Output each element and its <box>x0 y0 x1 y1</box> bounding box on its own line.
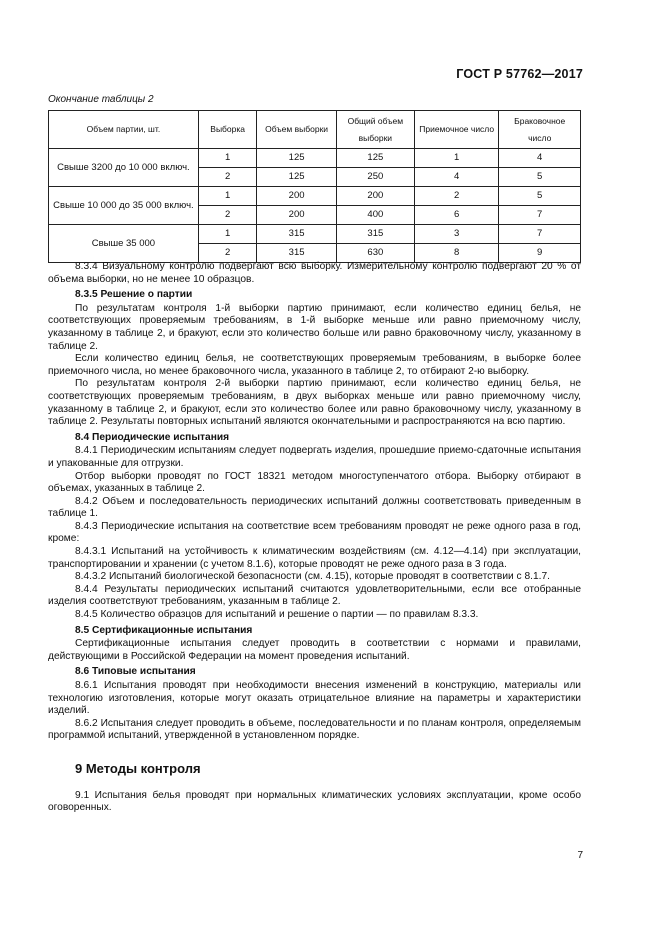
table-cell: 7 <box>499 206 581 225</box>
table-caption: Окончание таблицы 2 <box>48 94 154 105</box>
heading-8-5: 8.5 Сертификационные испытания <box>75 624 253 636</box>
table-row <box>49 225 581 244</box>
section-9-heading: 9 Методы контроля <box>75 760 201 776</box>
col-header-lot-size: Объем партии, шт. <box>49 111 199 149</box>
paragraph-8-4-3: 8.4.3 Периодические испытания на соответствие всем требованиям проводят не реже одного раза в год, кроме: <box>48 520 581 545</box>
table-cell: 125 <box>257 149 336 168</box>
table-cell: 4 <box>499 149 581 168</box>
paragraph-8-4-2: 8.4.2 Объем и последовательность периодических испытаний должны соответствовать приведенным в таблице 1. <box>48 495 581 520</box>
table-cell: 1 <box>198 225 257 244</box>
table-cell: 125 <box>336 149 414 168</box>
table-cell: 6 <box>414 206 498 225</box>
paragraph-8-4-3-1: 8.4.3.1 Испытаний на устойчивость к климатическим воздействиям (см. 4.12—4.14) при эксплуатации, транспортировании и хранении (с учетом 8.1.6), которые проводят не реже одного раза в 3 года. <box>48 546 581 570</box>
table-cell: 315 <box>336 225 414 244</box>
paragraph-8-4-5: 8.4.5 Количество образцов для испытаний и решение о партии — по правилам 8.3.3. <box>75 609 479 621</box>
table-cell: 400 <box>336 206 414 225</box>
paragraph-8-4-1: 8.4.1 Периодическим испытаниям следует подвергать изделия, прошедшие приемо-сдаточные испытания и упакованные для отгрузки. <box>48 445 581 469</box>
document-body <box>48 261 581 815</box>
paragraph-8-4-4: 8.4.4 Результаты периодических испытаний считаются удовлетворительными, если все отобранные изделия соответствуют требованиям, указанным в таблице 2. <box>48 583 581 608</box>
table-cell: 7 <box>499 225 581 244</box>
table-cell: 3 <box>414 225 498 244</box>
table-cell: 5 <box>499 168 581 187</box>
col-header-acceptance-number: Приемочное число <box>414 111 498 149</box>
table-row <box>49 149 581 168</box>
table-cell: 200 <box>257 187 336 206</box>
heading-8-6: 8.6 Типовые испытания <box>75 666 196 678</box>
paragraph-8-5: Сертификационные испытания следует проводить в соответствии с нормами и правилами, действующими в Российской Федерации на момент проведения испытаний. <box>48 638 581 662</box>
table-header-row <box>49 111 581 149</box>
table-cell: 2 <box>198 206 257 225</box>
col-header-sample: Выборка <box>198 111 257 149</box>
table-row <box>49 187 581 206</box>
paragraph-8-3-5-a: По результатам контроля 1-й выборки партию принимают, если количество единиц белья, не соответствующих проверяемым требованиям, в 1-й выборке меньше или равно приемочному числу, указанному в таблице 2, и бракуют, если это количество больше или равно браковочному числу, указанному в таблице 2. <box>48 302 581 352</box>
page-number: 7 <box>577 850 583 861</box>
paragraph-9-1: 9.1 Испытания белья проводят при нормальных климатических условиях эксплуатации, кроме особо оговоренных. <box>48 789 581 814</box>
paragraph-8-4-3-2: 8.4.3.2 Испытаний биологической безопасности (см. 4.15), которые проводят в соответствии с 8.1.7. <box>75 571 550 583</box>
table-cell: 4 <box>414 168 498 187</box>
table-cell: 1 <box>414 149 498 168</box>
sampling-plan-table <box>48 110 581 263</box>
table-cell: 200 <box>257 206 336 225</box>
table-cell: 5 <box>499 187 581 206</box>
table-cell: 1 <box>198 149 257 168</box>
table-cell: 2 <box>198 244 257 263</box>
paragraph-8-3-5-c: По результатам контроля 2-й выборки партию принимают, если количество единиц белья, не соответствующих проверяемым требованиям, в двух выборках меньше или равно приемочному числу, указанному в таблице 2, и бракуют, если это количество более или равно браковочному числу, указанному в таблице 2. Результаты повторных испытаний являются окончательными и распространяются на всю партию. <box>48 378 581 428</box>
table-cell: 8 <box>414 244 498 263</box>
table-cell: 315 <box>257 244 336 263</box>
table-cell: 2 <box>414 187 498 206</box>
table-cell: 250 <box>336 168 414 187</box>
paragraph-8-6-1: 8.6.1 Испытания проводят при необходимости внесения изменений в конструкцию, материалы или технологию изготовления, которые могут оказать отрицательное влияние на параметры и характеристики изделий. <box>48 680 581 717</box>
lot-size-cell: Свыше 35 000 <box>49 225 199 263</box>
table-cell: 315 <box>257 225 336 244</box>
table-cell: 200 <box>336 187 414 206</box>
paragraph-8-3-4: 8.3.4 Визуальному контролю подвергают всю выборку. Измерительному контролю подвергают 20 % от объема выборки, но не менее 10 образцов. <box>48 261 581 285</box>
table-cell: 125 <box>257 168 336 187</box>
heading-8-3-5: 8.3.5 Решение о партии <box>75 289 193 301</box>
table-cell: 630 <box>336 244 414 263</box>
table-cell: 2 <box>198 168 257 187</box>
col-header-sample-size: Объем выборки <box>257 111 336 149</box>
col-header-total-sample-size: Общий объем выборки <box>336 111 414 149</box>
lot-size-cell: Свыше 3200 до 10 000 включ. <box>49 149 199 187</box>
standard-code: ГОСТ Р 57762—2017 <box>456 67 583 81</box>
paragraph-8-3-5-b: Если количество единиц белья, не соответствующих проверяемым требованиям, в выборке более приемочного числа, но менее браковочного числа, указанного в таблице 2, то отбирают 2-ю выборку. <box>48 353 581 377</box>
lot-size-cell: Свыше 10 000 до 35 000 включ. <box>49 187 199 225</box>
table-cell: 9 <box>499 244 581 263</box>
heading-8-4: 8.4 Периодические испытания <box>75 431 230 443</box>
col-header-rejection-number: Браковочное число <box>499 111 581 149</box>
table-cell: 1 <box>198 187 257 206</box>
paragraph-8-4-1-b: Отбор выборки проводят по ГОСТ 18321 методом многоступенчатого отбора. Выборку отбирают в объемах, указанных в таблице 2. <box>48 470 581 495</box>
paragraph-8-6-2: 8.6.2 Испытания следует проводить в объеме, последовательности и по планам контроля, определяемым программой испытаний, утвержденной в установленном порядке. <box>48 717 581 742</box>
